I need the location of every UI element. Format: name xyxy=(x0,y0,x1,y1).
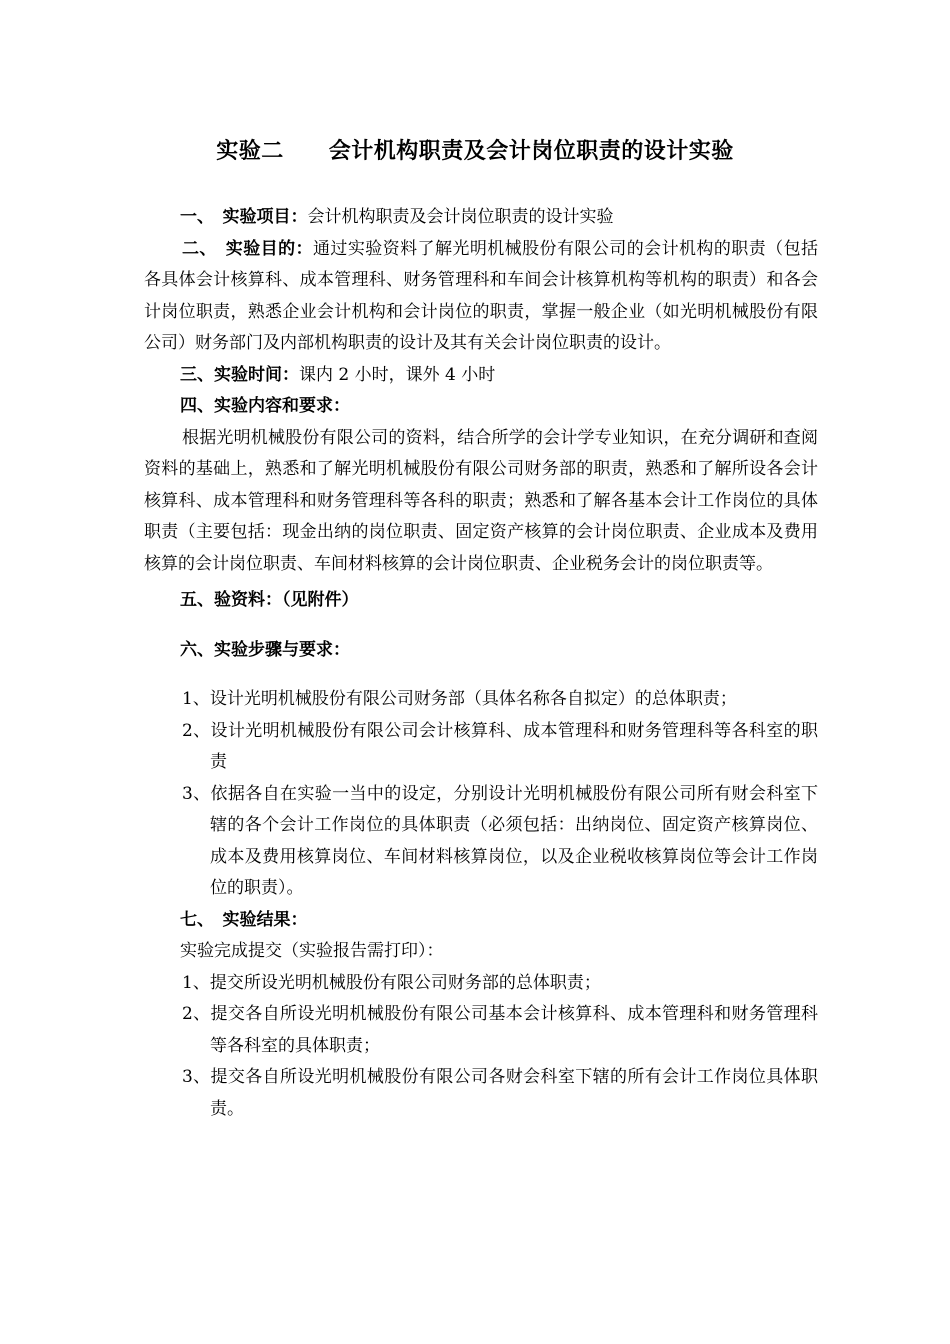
section-7-intro: 实验完成提交（实验报告需打印）： xyxy=(180,941,444,961)
section-7 xyxy=(144,905,818,937)
document-body xyxy=(144,202,818,1125)
section-6-heading: 六、实验步骤与要求： xyxy=(180,639,350,660)
list-item: 1、提交所设光明机械股份有限公司财务部的总体职责； xyxy=(182,972,601,993)
section-2-text: 通过实验资料了解光明机械股份有限公司的会计机构的职责（包括各具体会计核算科、成本管理科、财务管理科和车间会计核算机构等机构的职责）和各会计岗位职责，熟悉企业会计机构和会计岗位的职责，掌握一般企业（如光明机械股份有限公司）财务部门及内部机构职责的设计及其有关会计岗位职责的设计。 xyxy=(144,238,819,353)
list-item: 3、提交各自所设光明机械股份有限公司各财会科室下辖的所有会计工作岗位具体职责。 xyxy=(182,1067,818,1119)
list-item: 2、设计光明机械股份有限公司会计核算科、成本管理科和财务管理科等各科室的职责 xyxy=(182,720,818,772)
section-2-heading: 二、 实验目的： xyxy=(182,238,313,259)
section-1-heading: 一、 实验项目： xyxy=(180,207,308,227)
section-5-heading: 五、验资料：（见附件） xyxy=(180,590,359,610)
section-7-heading: 七、 实验结果： xyxy=(180,909,308,930)
section-3-heading: 三、实验时间： xyxy=(180,364,299,385)
section-5 xyxy=(144,585,818,617)
list-item: 3、依据各自在实验一当中的设定，分别设计光明机械股份有限公司所有财会科室下辖的各个会计工作岗位的具体职责（必须包括：出纳岗位、固定资产核算岗位、成本及费用核算岗位、车间材料核算岗位，以及企业税收核算岗位等会计工作岗位的职责）。 xyxy=(182,783,818,898)
document-title: 实验二 会计机构职责及会计岗位职责的设计实验 xyxy=(216,139,734,164)
section-1 xyxy=(144,202,818,234)
section-2 xyxy=(144,234,818,360)
section-4 xyxy=(144,391,818,423)
list-item: 2、提交各自所设光明机械股份有限公司基本会计核算科、成本管理科和财务管理科等各科室的具体职责； xyxy=(182,1004,818,1056)
list-item: 1、设计光明机械股份有限公司财务部（具体名称各自拟定）的总体职责； xyxy=(182,689,737,709)
section-6 xyxy=(144,635,818,667)
section-3-text: 课内 2 小时，课外 4 小时 xyxy=(299,364,496,385)
section-4-heading: 四、实验内容和要求： xyxy=(180,396,350,416)
section-1-text: 会计机构职责及会计岗位职责的设计实验 xyxy=(307,207,614,227)
section-4-paragraph: 根据光明机械股份有限公司的资料，结合所学的会计学专业知识，在充分调研和查阅资料的基础上，熟悉和了解光明机械股份有限公司财务部的职责，熟悉和了解所设各会计核算科、成本管理科和财务管理科等各科的职责；熟悉和了解各基本会计工作岗位的具体职责（主要包括：现金出纳的岗位职责、固定资产核算的会计岗位职责、企业成本及费用核算的会计岗位职责、车间材料核算的会计岗位职责、企业税务会计的岗位职责等。 xyxy=(144,427,818,574)
section-3 xyxy=(144,360,818,392)
